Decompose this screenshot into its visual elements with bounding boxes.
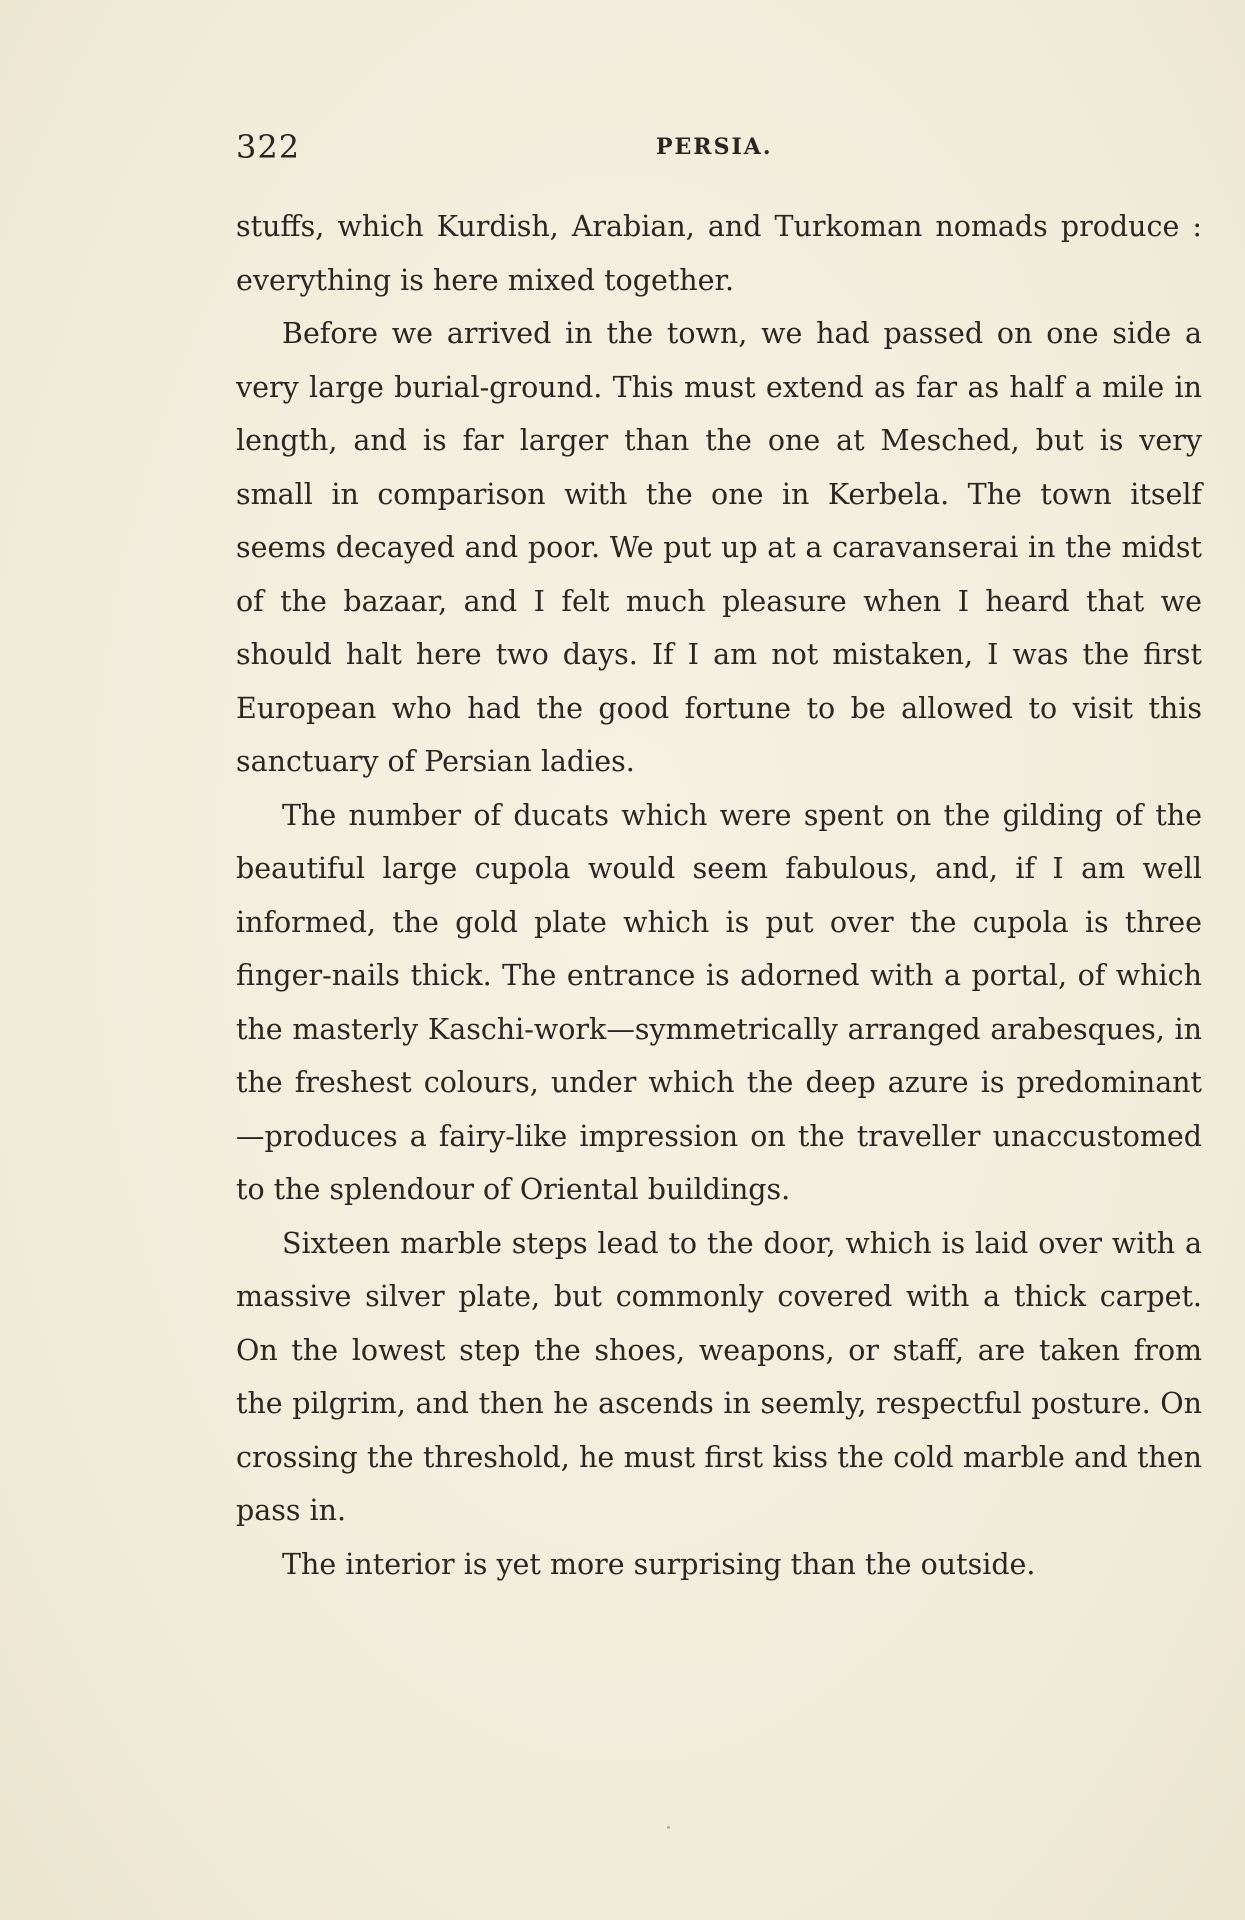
paper-speck (667, 1826, 670, 1829)
running-head: PERSIA. (656, 134, 773, 160)
page-number: 322 (236, 128, 301, 166)
paragraph: The interior is yet more surprising than the outside. (282, 1547, 1036, 1581)
paragraph-continued: stuffs, which Kurdish, Arabian, and Turkoman nomads produce : everything is here mixed together. (236, 210, 1202, 297)
page-header (236, 128, 1202, 168)
paragraph: Sixteen marble steps lead to the door, which is laid over with a massive silver plate, but commonly covered with a thick carpet. On the lowest step the shoes, weapons, or staff, are taken from the pilgrim, and then he ascends in seemly, respectful posture. On crossing the threshold, he must first kiss the cold marble and then pass in. (236, 1226, 1202, 1527)
body-text (236, 200, 1202, 1591)
paragraph: Before we arrived in the town, we had passed on one side a very large burial-ground. This must extend as far as half a mile in length, and is far larger than the one at Mesched, but is very small in comparison with the one in Kerbela. The town itself seems decayed and poor. We put up at a caravanserai in the midst of the bazaar, and I felt much pleasure when I heard that we should halt here two days. If I am not mistaken, I was the first European who had the good fortune to be allowed to visit this sanctuary of Persian ladies. (236, 317, 1202, 778)
paragraph: The number of ducats which were spent on the gilding of the beautiful large cupola would seem fabulous, and, if I am well informed, the gold plate which is put over the cupola is three finger-nails thick. The entrance is adorned with a portal, of which the masterly Kaschi-work—symmetrically arranged arabesques, in the freshest colours, under which the deep azure is predominant—produces a fairy-like impression on the traveller unaccustomed to the splendour of Oriental buildings. (236, 798, 1202, 1206)
